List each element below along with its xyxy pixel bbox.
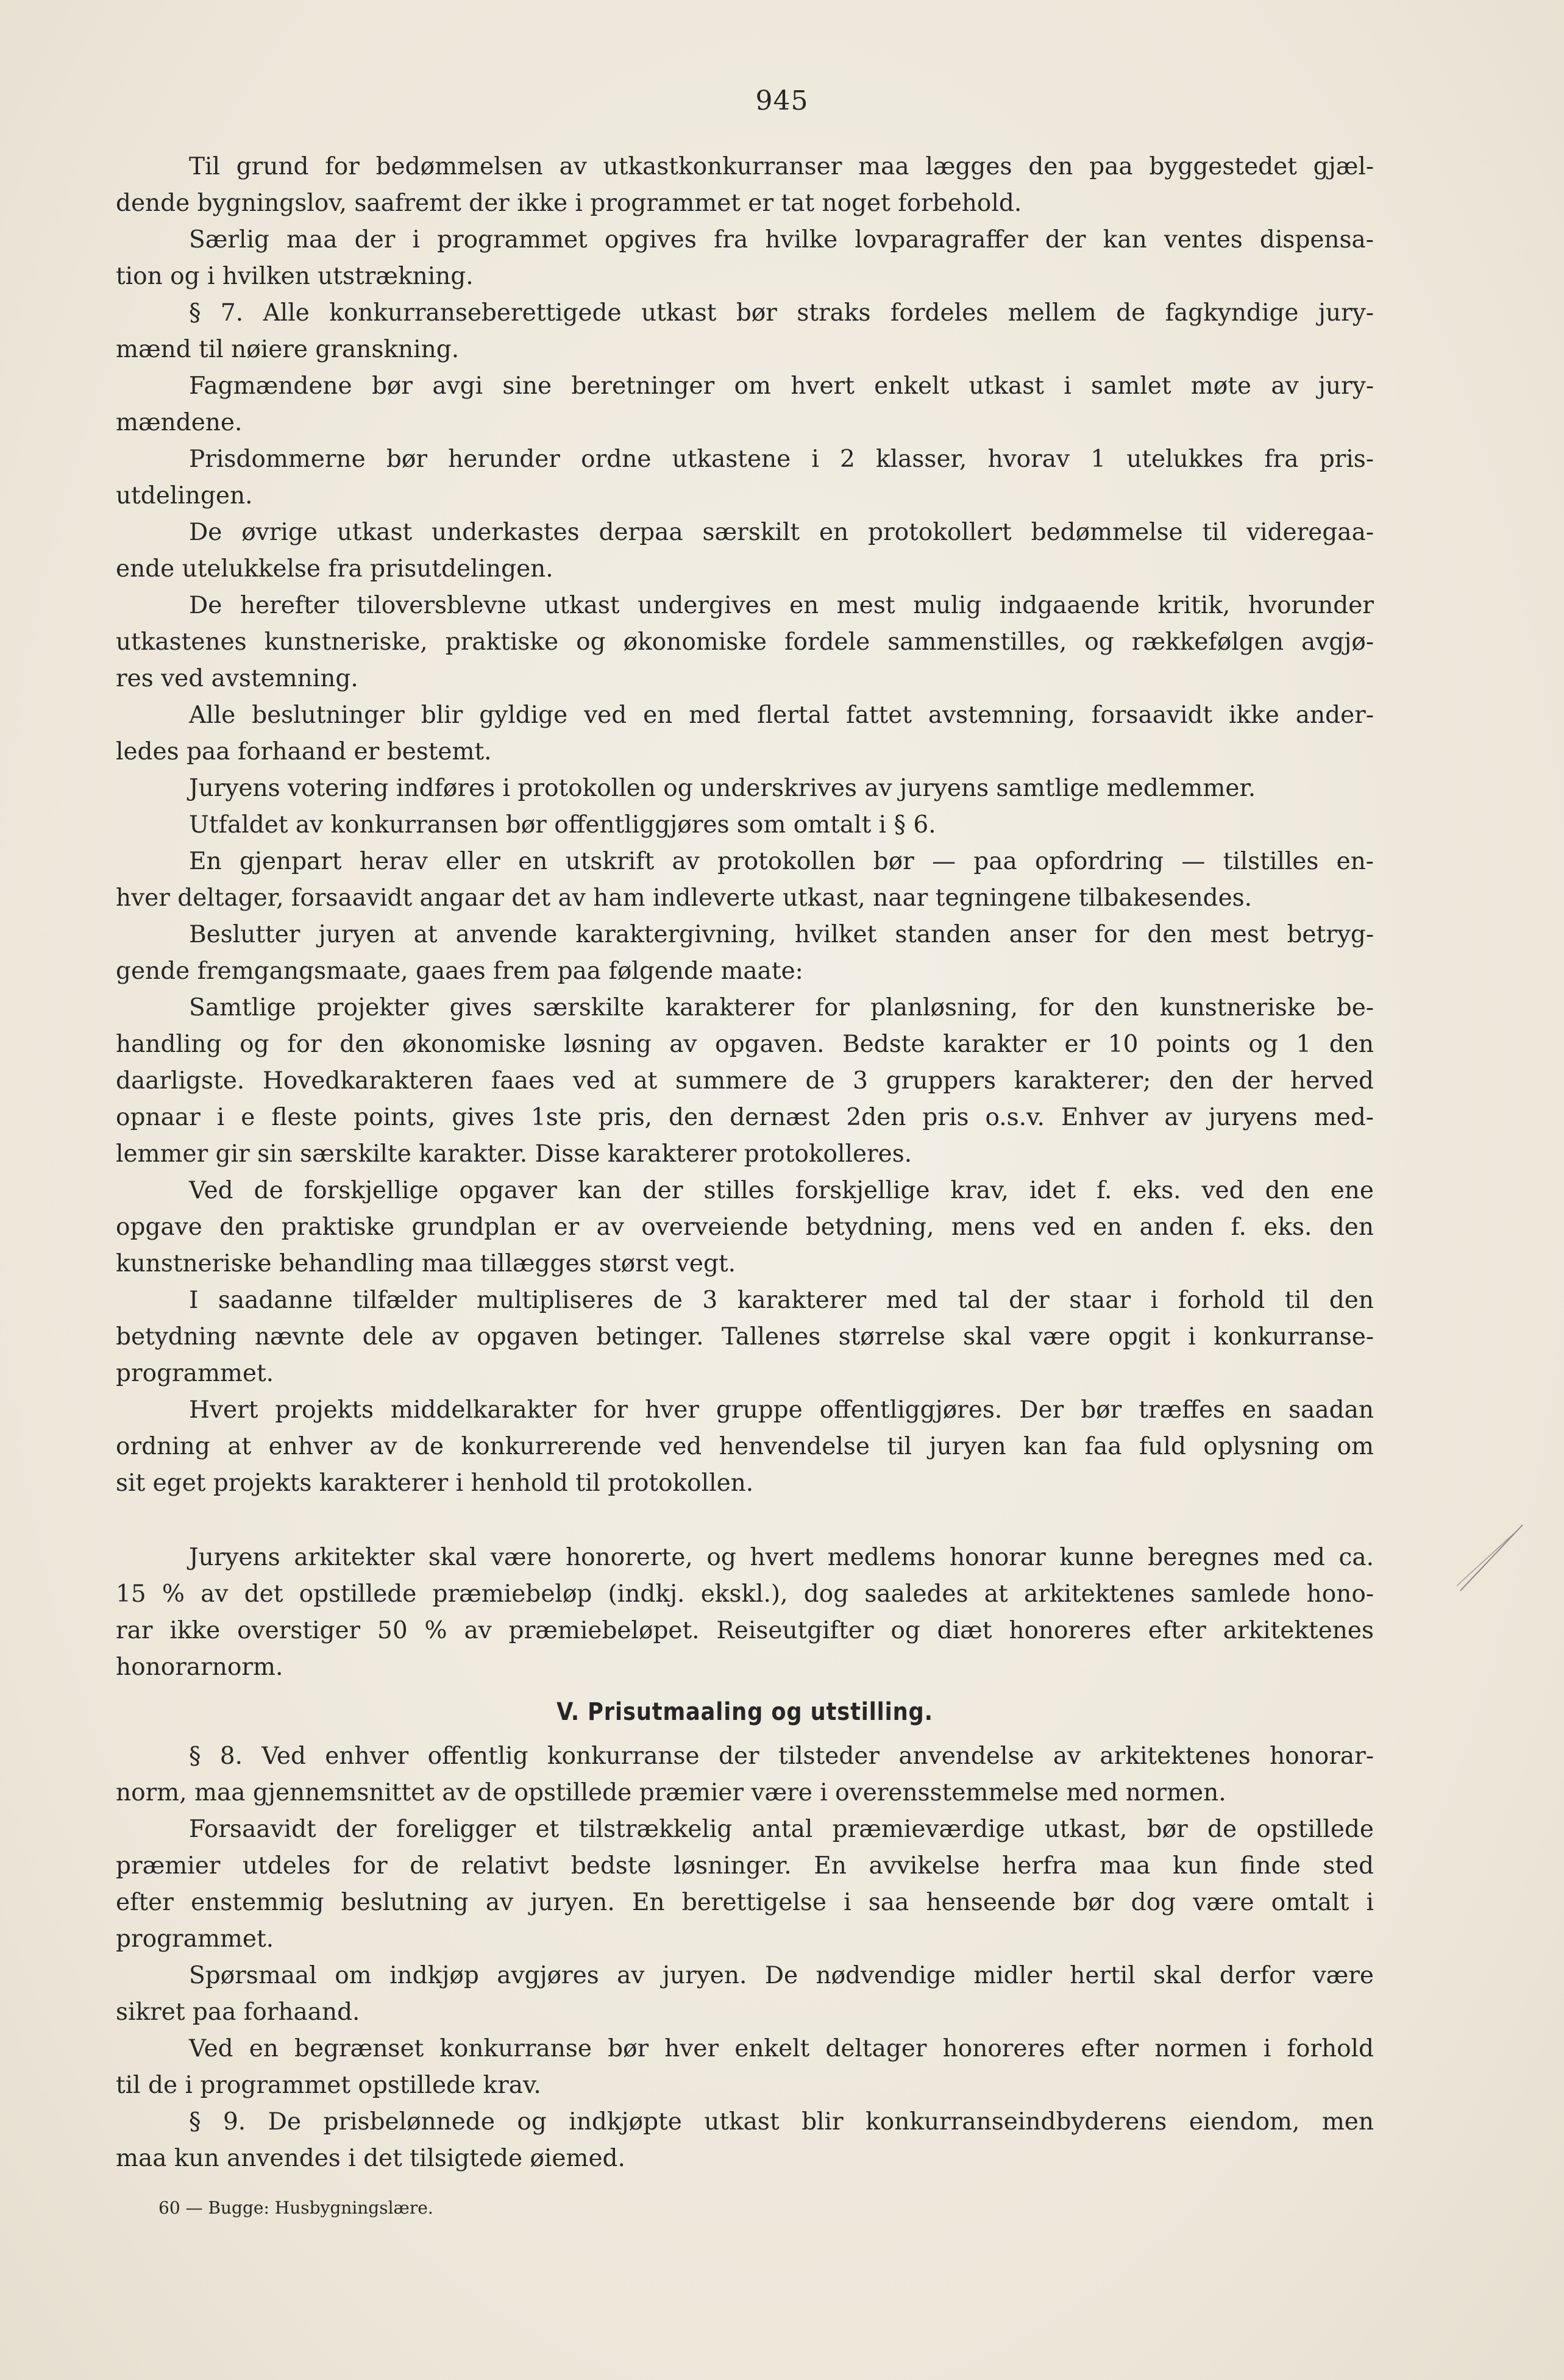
text-line: Juryens votering indføres i protokollen og underskrives av juryens samtlige medlemmer. — [189, 775, 1256, 802]
text-line: Forsaavidt der foreligger et tilstrækkelig antal præmieværdige utkast, bør de opstillede — [189, 1816, 1374, 1843]
text-line: § 9. De prisbelønnede og indkjøpte utkast blir konkurranseindbyderens eiendom, men — [189, 2108, 1374, 2136]
text-line: daarligste. Hovedkarakteren faaes ved at summere de 3 gruppers karakterer; den der herved — [116, 1067, 1374, 1095]
text-line: handling og for den økonomiske løsning av opgaven. Bedste karakter er 10 points og 1 den — [116, 1031, 1374, 1058]
footer-signature: 60 — Bugge: Husbygningslære. — [158, 2198, 433, 2218]
text-line: res ved avstemning. — [116, 665, 358, 692]
text-line: Fagmændene bør avgi sine beretninger om hvert enkelt utkast i samlet møte av jury- — [189, 372, 1374, 400]
text-line: ledes paa forhaand er bestemt. — [116, 738, 492, 766]
text-line: 15 % av det opstillede præmiebeløp (indkj. ekskl.), dog saaledes at arkitektenes samlede hono- — [116, 1580, 1374, 1608]
text-line: Beslutter juryen at anvende karaktergivning, hvilket standen anser for den mest betryg- — [189, 921, 1374, 948]
text-line: mændene. — [116, 409, 243, 436]
text-line: betydning nævnte dele av opgaven betinger. Tallenes størrelse skal være opgit i konkurranse- — [116, 1323, 1374, 1351]
text-line: ordning at enhver av de konkurrerende ved henvendelse til juryen kan faa fuld oplysning om — [116, 1433, 1374, 1460]
text-line: Hvert projekts middelkarakter for hver gruppe offentliggjøres. Der bør træffes en saadan — [189, 1396, 1374, 1424]
text-line: Alle beslutninger blir gyldige ved en med flertal fattet avstemning, forsaavidt ikke ander- — [189, 702, 1374, 729]
body-text — [116, 149, 1374, 2177]
text-line: Ved en begrænset konkurranse bør hver enkelt deltager honoreres efter normen i forhold — [189, 2035, 1374, 2062]
text-line: Til grund for bedømmelsen av utkastkonkurranser maa lægges den paa byggestedet gjæl- — [189, 153, 1374, 180]
text-line: programmet. — [116, 1360, 274, 1387]
text-line: sit eget projekts karakterer i henhold til protokollen. — [116, 1469, 754, 1497]
text-line: honorarnorm. — [116, 1654, 283, 1681]
text-line: rar ikke overstiger 50 % av præmiebeløpet. Reiseutgifter og diæt honoreres efter arkitektenes — [116, 1617, 1374, 1644]
text-line: Særlig maa der i programmet opgives fra hvilke lovparagraffer der kan ventes dispensa- — [189, 226, 1374, 254]
text-line: dende bygningslov, saafremt der ikke i programmet er tat noget forbehold. — [116, 190, 1022, 217]
text-line: I saadanne tilfælder multipliseres de 3 karakterer med tal der staar i forhold til den — [189, 1287, 1374, 1314]
text-line: En gjenpart herav eller en utskrift av protokollen bør — paa opfordring — tilstilles en- — [189, 848, 1374, 875]
text-line: maa kun anvendes i det tilsigtede øiemed. — [116, 2145, 625, 2172]
text-line: mænd til nøiere granskning. — [116, 336, 460, 363]
page-number: 945 — [755, 85, 809, 116]
section-heading: V. Prisutmaaling og utstilling. — [556, 1698, 933, 1726]
text-line: præmier utdeles for de relativt bedste løsninger. En avvikelse herfra maa kun finde sted — [116, 1852, 1374, 1880]
text-line: Samtlige projekter gives særskilte karakterer for planløsning, for den kunstneriske be- — [189, 994, 1374, 1021]
pencil-mark-icon — [1454, 1518, 1527, 1597]
text-line: Prisdommerne bør herunder ordne utkastene i 2 klasser, hvorav 1 utelukkes fra pris- — [189, 446, 1374, 473]
text-line: programmet. — [116, 1925, 274, 1953]
text-line: hver deltager, forsaavidt angaar det av ham indleverte utkast, naar tegningene tilbakesendes. — [116, 884, 1253, 912]
text-line: gende fremgangsmaate, gaaes frem paa følgende maate: — [116, 957, 803, 985]
text-line: De øvrige utkast underkastes derpaa særskilt en protokollert bedømmelse til videregaa- — [189, 519, 1374, 546]
text-line: utkastenes kunstneriske, praktiske og økonomiske fordele sammenstilles, og rækkefølgen avgjø- — [116, 628, 1374, 656]
paragraph-gap — [116, 1502, 1374, 1540]
text-line: Ved de forskjellige opgaver kan der stilles forskjellige krav, idet f. eks. ved den ene — [189, 1177, 1374, 1204]
text-line: § 8. Ved enhver offentlig konkurranse der tilsteder anvendelse av arkitektenes honorar- — [189, 1742, 1374, 1770]
text-line: lemmer gir sin særskilte karakter. Disse karakterer protokolleres. — [116, 1140, 912, 1168]
text-line: opnaar i e fleste points, gives 1ste pris, den dernæst 2den pris o.s.v. Enhver av juryens med- — [116, 1104, 1374, 1131]
text-line: Utfaldet av konkurransen bør offentliggjøres som omtalt i § 6. — [189, 811, 936, 839]
text-line: til de i programmet opstillede krav. — [116, 2072, 541, 2099]
text-line: ende utelukkelse fra prisutdelingen. — [116, 555, 553, 583]
text-line: norm, maa gjennemsnittet av de opstillede præmier være i overensstemmelse med normen. — [116, 1779, 1226, 1806]
text-line: utdelingen. — [116, 482, 253, 510]
text-line: Spørsmaal om indkjøp avgjøres av juryen. De nødvendige midler hertil skal derfor være — [189, 1962, 1374, 1989]
text-line: kunstneriske behandling maa tillægges størst vegt. — [116, 1250, 736, 1277]
text-line: efter enstemmig beslutning av juryen. En berettigelse i saa henseende bør dog være omtalt i — [116, 1889, 1374, 1916]
text-line: opgave den praktiske grundplan er av overveiende betydning, mens ved en anden f. eks. den — [116, 1213, 1374, 1241]
text-line: Juryens arkitekter skal være honorerte, og hvert medlems honorar kunne beregnes med ca. — [189, 1544, 1374, 1571]
text-line: § 7. Alle konkurranseberettigede utkast bør straks fordeles mellem de fagkyndige jury- — [189, 299, 1374, 327]
text-line: De herefter tiloversblevne utkast undergives en mest mulig indgaaende kritik, hvorunder — [189, 592, 1374, 619]
text-line: sikret paa forhaand. — [116, 1998, 360, 2026]
text-line: tion og i hvilken utstrækning. — [116, 263, 474, 290]
